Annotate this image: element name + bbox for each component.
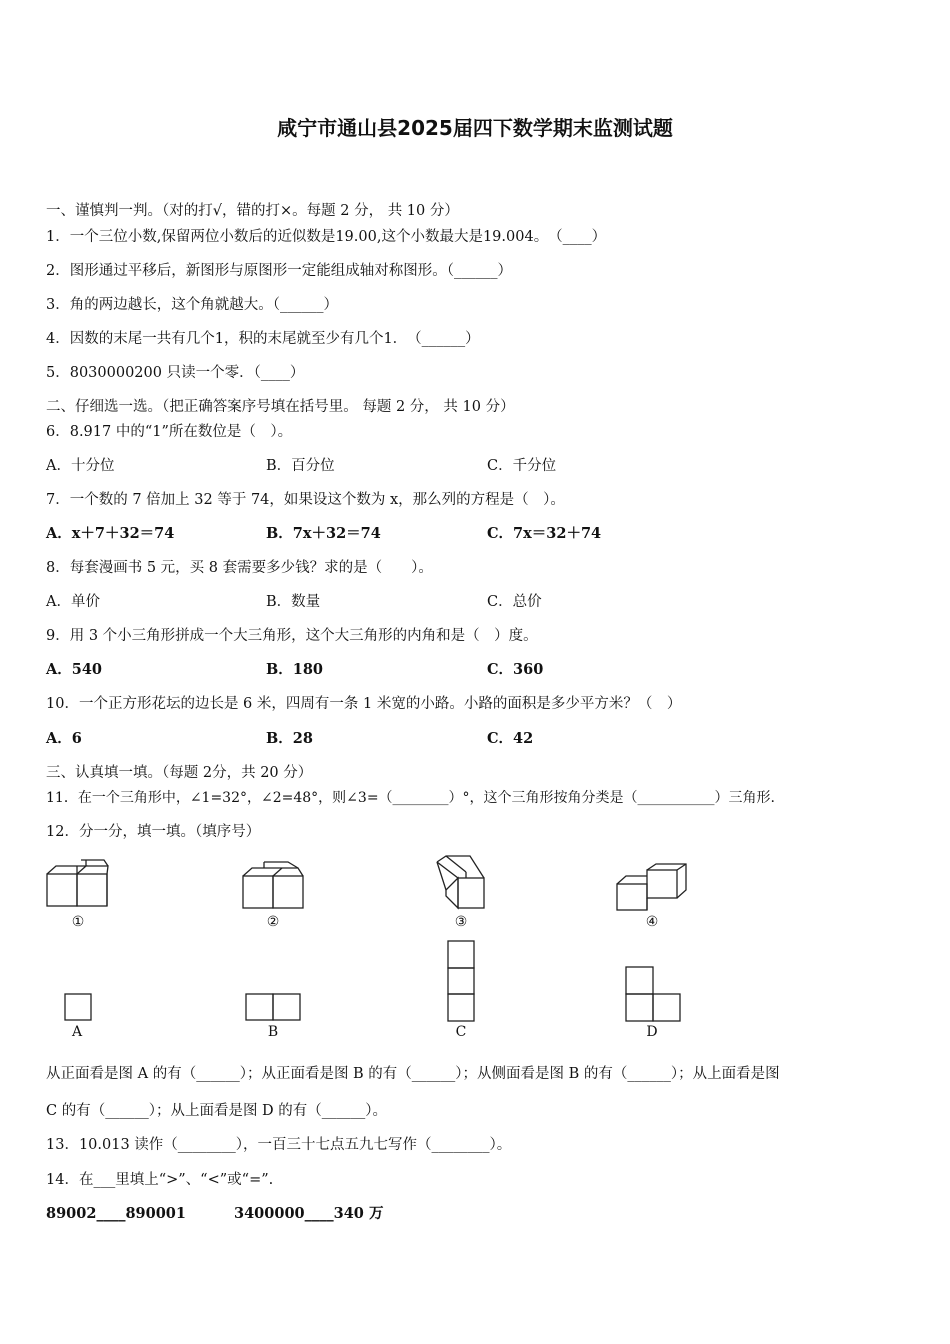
option-a: A．单价: [46, 594, 100, 610]
question-2: 2．图形通过平移后，新图形与原图形一定能组成轴对称图形。（______）: [46, 263, 512, 279]
view-figure-c: [447, 940, 475, 1022]
page-title: 咸宁市通山县2025届四下数学期末监测试题: [277, 116, 673, 140]
solid-figure-1: [46, 860, 110, 912]
question-13: 13．10.013 读作（________），一百三十七点五九七写作（________）。: [46, 1137, 512, 1153]
question-14-item-2: 3400000____340 万: [234, 1205, 384, 1222]
question-12: 12．分一分，填一填。（填序号）: [46, 824, 261, 840]
question-14: 14．在___里填上“>”、“<”或“=”.: [46, 1172, 274, 1188]
option-c: C．42: [487, 730, 534, 747]
solid-label-3: ③: [454, 914, 468, 930]
question-1: 1．一个三位小数,保留两位小数后的近似数是19.00,这个小数最大是19.004。 （____）: [46, 229, 607, 245]
option-a: A．十分位: [46, 458, 115, 474]
question-3: 3．角的两边越长，这个角就越大。（______）: [46, 297, 338, 313]
view-figure-d: [625, 966, 681, 1022]
question-4: 4．因数的末尾一共有几个1，积的末尾就至少有几个1． （______）: [46, 331, 480, 347]
option-a: A．540: [46, 661, 103, 678]
question-5: 5．8030000200 只读一个零．（____）: [46, 365, 305, 381]
option-b: B．180: [266, 661, 324, 678]
solid-figure-2: [242, 862, 306, 910]
option-b: B．7x＋32＝74: [266, 525, 381, 542]
option-c: C．360: [487, 661, 544, 678]
solid-figure-4: [616, 864, 688, 912]
solid-figure-3: [436, 856, 490, 912]
question-7: 7．一个数的 7 倍加上 32 等于 74，如果设这个数为 x，那么列的方程是（ ）。: [46, 492, 565, 508]
question-14-item-1: 89002____890001: [46, 1205, 186, 1222]
option-c: C．千分位: [487, 458, 557, 474]
option-b: B．28: [266, 730, 313, 747]
view-label-d: D: [646, 1024, 658, 1040]
option-b: B．数量: [266, 594, 321, 610]
solid-label-4: ④: [645, 914, 659, 930]
view-label-a: A: [71, 1024, 83, 1040]
question-10: 10．一个正方形花坛的边长是 6 米，四周有一条 1 米宽的小路。小路的面积是多少平方米？（ ）: [46, 696, 682, 712]
question-12-line-2: C 的有（______）；从上面看是图 D 的有（______）。: [46, 1103, 388, 1119]
question-11: 11．在一个三角形中，∠1=32°，∠2=48°，则∠3=（________）°，这个三角形按角分类是（___________）三角形.: [46, 790, 775, 806]
option-b: B．百分位: [266, 458, 335, 474]
solid-label-2: ②: [266, 914, 280, 930]
question-9: 9．用 3 个小三角形拼成一个大三角形，这个大三角形的内角和是（ ）度。: [46, 628, 538, 644]
question-12-line-1: 从正面看是图 A 的有（______）；从正面看是图 B 的有（______）；从侧面看是图 B 的有（______）；从上面看是图: [46, 1066, 780, 1082]
view-figure-b: [245, 993, 301, 1021]
option-c: C．7x＝32＋74: [487, 525, 602, 542]
section-1-heading: 一、谨慎判一判。（对的打√，错的打×。每题 2 分， 共 10 分）: [46, 203, 459, 219]
view-label-c: C: [455, 1024, 467, 1040]
question-8: 8．每套漫画书 5 元，买 8 套需要多少钱？求的是（ ）。: [46, 560, 433, 576]
solid-label-1: ①: [71, 914, 85, 930]
option-a: A．x＋7＋32＝74: [46, 525, 175, 542]
view-figure-a: [64, 993, 92, 1021]
option-a: A．6: [46, 730, 82, 747]
section-3-heading: 三、认真填一填。（每题 2分，共 20 分）: [46, 765, 313, 781]
option-c: C．总价: [487, 594, 542, 610]
view-label-b: B: [267, 1024, 279, 1040]
question-6: 6．8.917 中的“1”所在数位是（ ）。: [46, 424, 293, 440]
section-2-heading: 二、仔细选一选。（把正确答案序号填在括号里。 每题 2 分， 共 10 分）: [46, 399, 515, 415]
